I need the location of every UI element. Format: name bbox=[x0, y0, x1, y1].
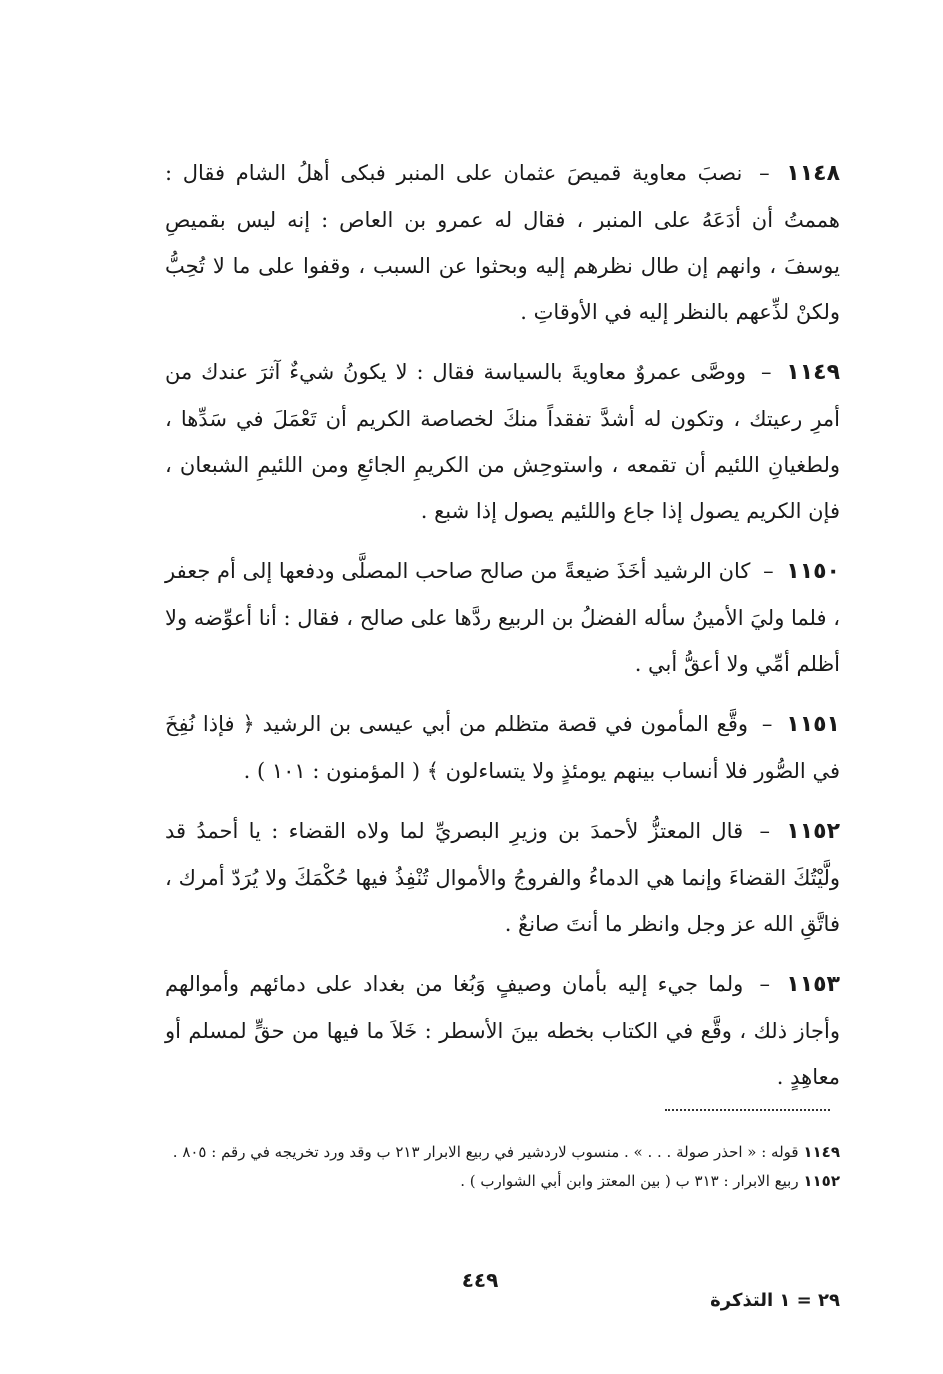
paragraph-number: ١١٥١ bbox=[786, 712, 840, 737]
paragraph-number: ١١٥٠ bbox=[786, 559, 840, 584]
footnote-1149 bbox=[165, 1138, 840, 1167]
paragraph-separator: – bbox=[760, 360, 772, 384]
paragraph-separator: – bbox=[759, 819, 770, 843]
footnote-divider bbox=[665, 1109, 830, 1111]
footnote-number: ١١٤٩ bbox=[803, 1143, 840, 1161]
paragraph-separator: – bbox=[759, 972, 771, 996]
paragraph-1152 bbox=[165, 808, 840, 947]
paragraph-number: ١١٤٩ bbox=[786, 360, 841, 385]
paragraph-1149 bbox=[165, 349, 840, 534]
paragraph-1150 bbox=[165, 548, 840, 687]
paragraph-text: وقَّع المأمون في قصة متظلم من أبي عيسى بن الرشيد ﴿ فإذا نُفِخَ في الصُّور فلا أنساب بينهم يومئذٍ ولا يتساءلون ﴾ ( المؤمنون : ١٠١ ) . bbox=[165, 712, 840, 783]
paragraph-text: ولما جيء إليه بأمان وصيفٍ وَبُغا من بغداد على دمائهم وأموالهم وأجاز ذلك ، وقَّع في الكتاب بخطه بينَ الأسطر : خَلاَ ما فيها من حقٍّ لمسلم أو معاهِدٍ . bbox=[165, 972, 840, 1089]
main-text bbox=[165, 150, 840, 1114]
paragraph-number: ١١٥٢ bbox=[786, 819, 840, 844]
paragraph-text: ووصَّى عمروٌ معاويةَ بالسياسة فقال : لا يكونُ شيءٌ آثرَ عندك من أمرِ رعيتك ، وتكون له أشدَّ تفقداً منكَ لخصاصة الكريم أن تَعْمَلَ في سَدِّها ، ولطغيانِ اللئيم أن تقمعه ، واستوحِش من الكريمِ الجائعِ ومن اللئيمِ الشبعان ، فإن الكريم يصول إذا جاع واللئيم يصول إذا شبع . bbox=[165, 360, 840, 523]
footnote-1152 bbox=[165, 1167, 840, 1196]
footnote-text: ربيع الابرار : ٣١٣ ب ( بين المعتز وابن أبي الشوارب ) . bbox=[460, 1172, 799, 1190]
paragraph-text: كان الرشيد أخَذَ ضيعةً من صالح صاحب المصلَّى ودفعها إلى أم جعفر ، فلما وليَ الأمينُ سأله الفضلُ بن الربيع ردَّها على صالح ، فقال : أنا أعوِّضه ولا أظلم أمِّي ولا أعقُّ أبي . bbox=[165, 559, 840, 676]
signature-mark: ٢٩ = ١ التذكرة bbox=[710, 1290, 840, 1311]
paragraph-1153 bbox=[165, 961, 840, 1100]
paragraph-text: قال المعتزُّ لأحمدَ بن وزيرِ البصريِّ لما ولاه القضاء : يا أحمدُ قد ولَّيْتُكَ القضاءَ وإنما هي الدماءُ والفروجُ والأموال تُنْفِذُ فيها حُكْمَكَ ولا يُرَدّ أمرك ، فاتَّقِ الله عز وجل وانظر ما أنتَ صانعٌ . bbox=[165, 819, 840, 936]
footnote-text: قوله : « احذر صولة . . . » . منسوب لاردشير في ربيع الابرار ٢١٣ ب وقد ورد تخريجه في رقم : ٨٠٥ . bbox=[172, 1143, 799, 1161]
footnotes bbox=[165, 1138, 840, 1196]
footnote-number: ١١٥٢ bbox=[803, 1172, 840, 1190]
paragraph-1148 bbox=[165, 150, 840, 335]
paragraph-number: ١١٥٣ bbox=[786, 972, 840, 997]
paragraph-text: نصبَ معاوية قميصَ عثمان على المنبر فبكى أهلُ الشام فقال : هممتُ أن أدَعَهُ على المنبر ، فقال له عمرو بن العاص : إنه ليس بقميصِ يوسفَ ، وانهم إن طال نظرهم إليه وبحثوا عن السبب ، وقفوا على ما لا تُحِبُّ ولكنْ لذِّعهم بالنظر إليه في الأوقاتِ . bbox=[165, 161, 840, 324]
paragraph-separator: – bbox=[761, 712, 773, 736]
paragraph-number: ١١٤٨ bbox=[786, 161, 840, 186]
paragraph-1151 bbox=[165, 701, 840, 794]
page-number: ٤٤٩ bbox=[461, 1268, 499, 1292]
paragraph-separator: – bbox=[759, 161, 770, 185]
paragraph-separator: – bbox=[763, 559, 774, 583]
